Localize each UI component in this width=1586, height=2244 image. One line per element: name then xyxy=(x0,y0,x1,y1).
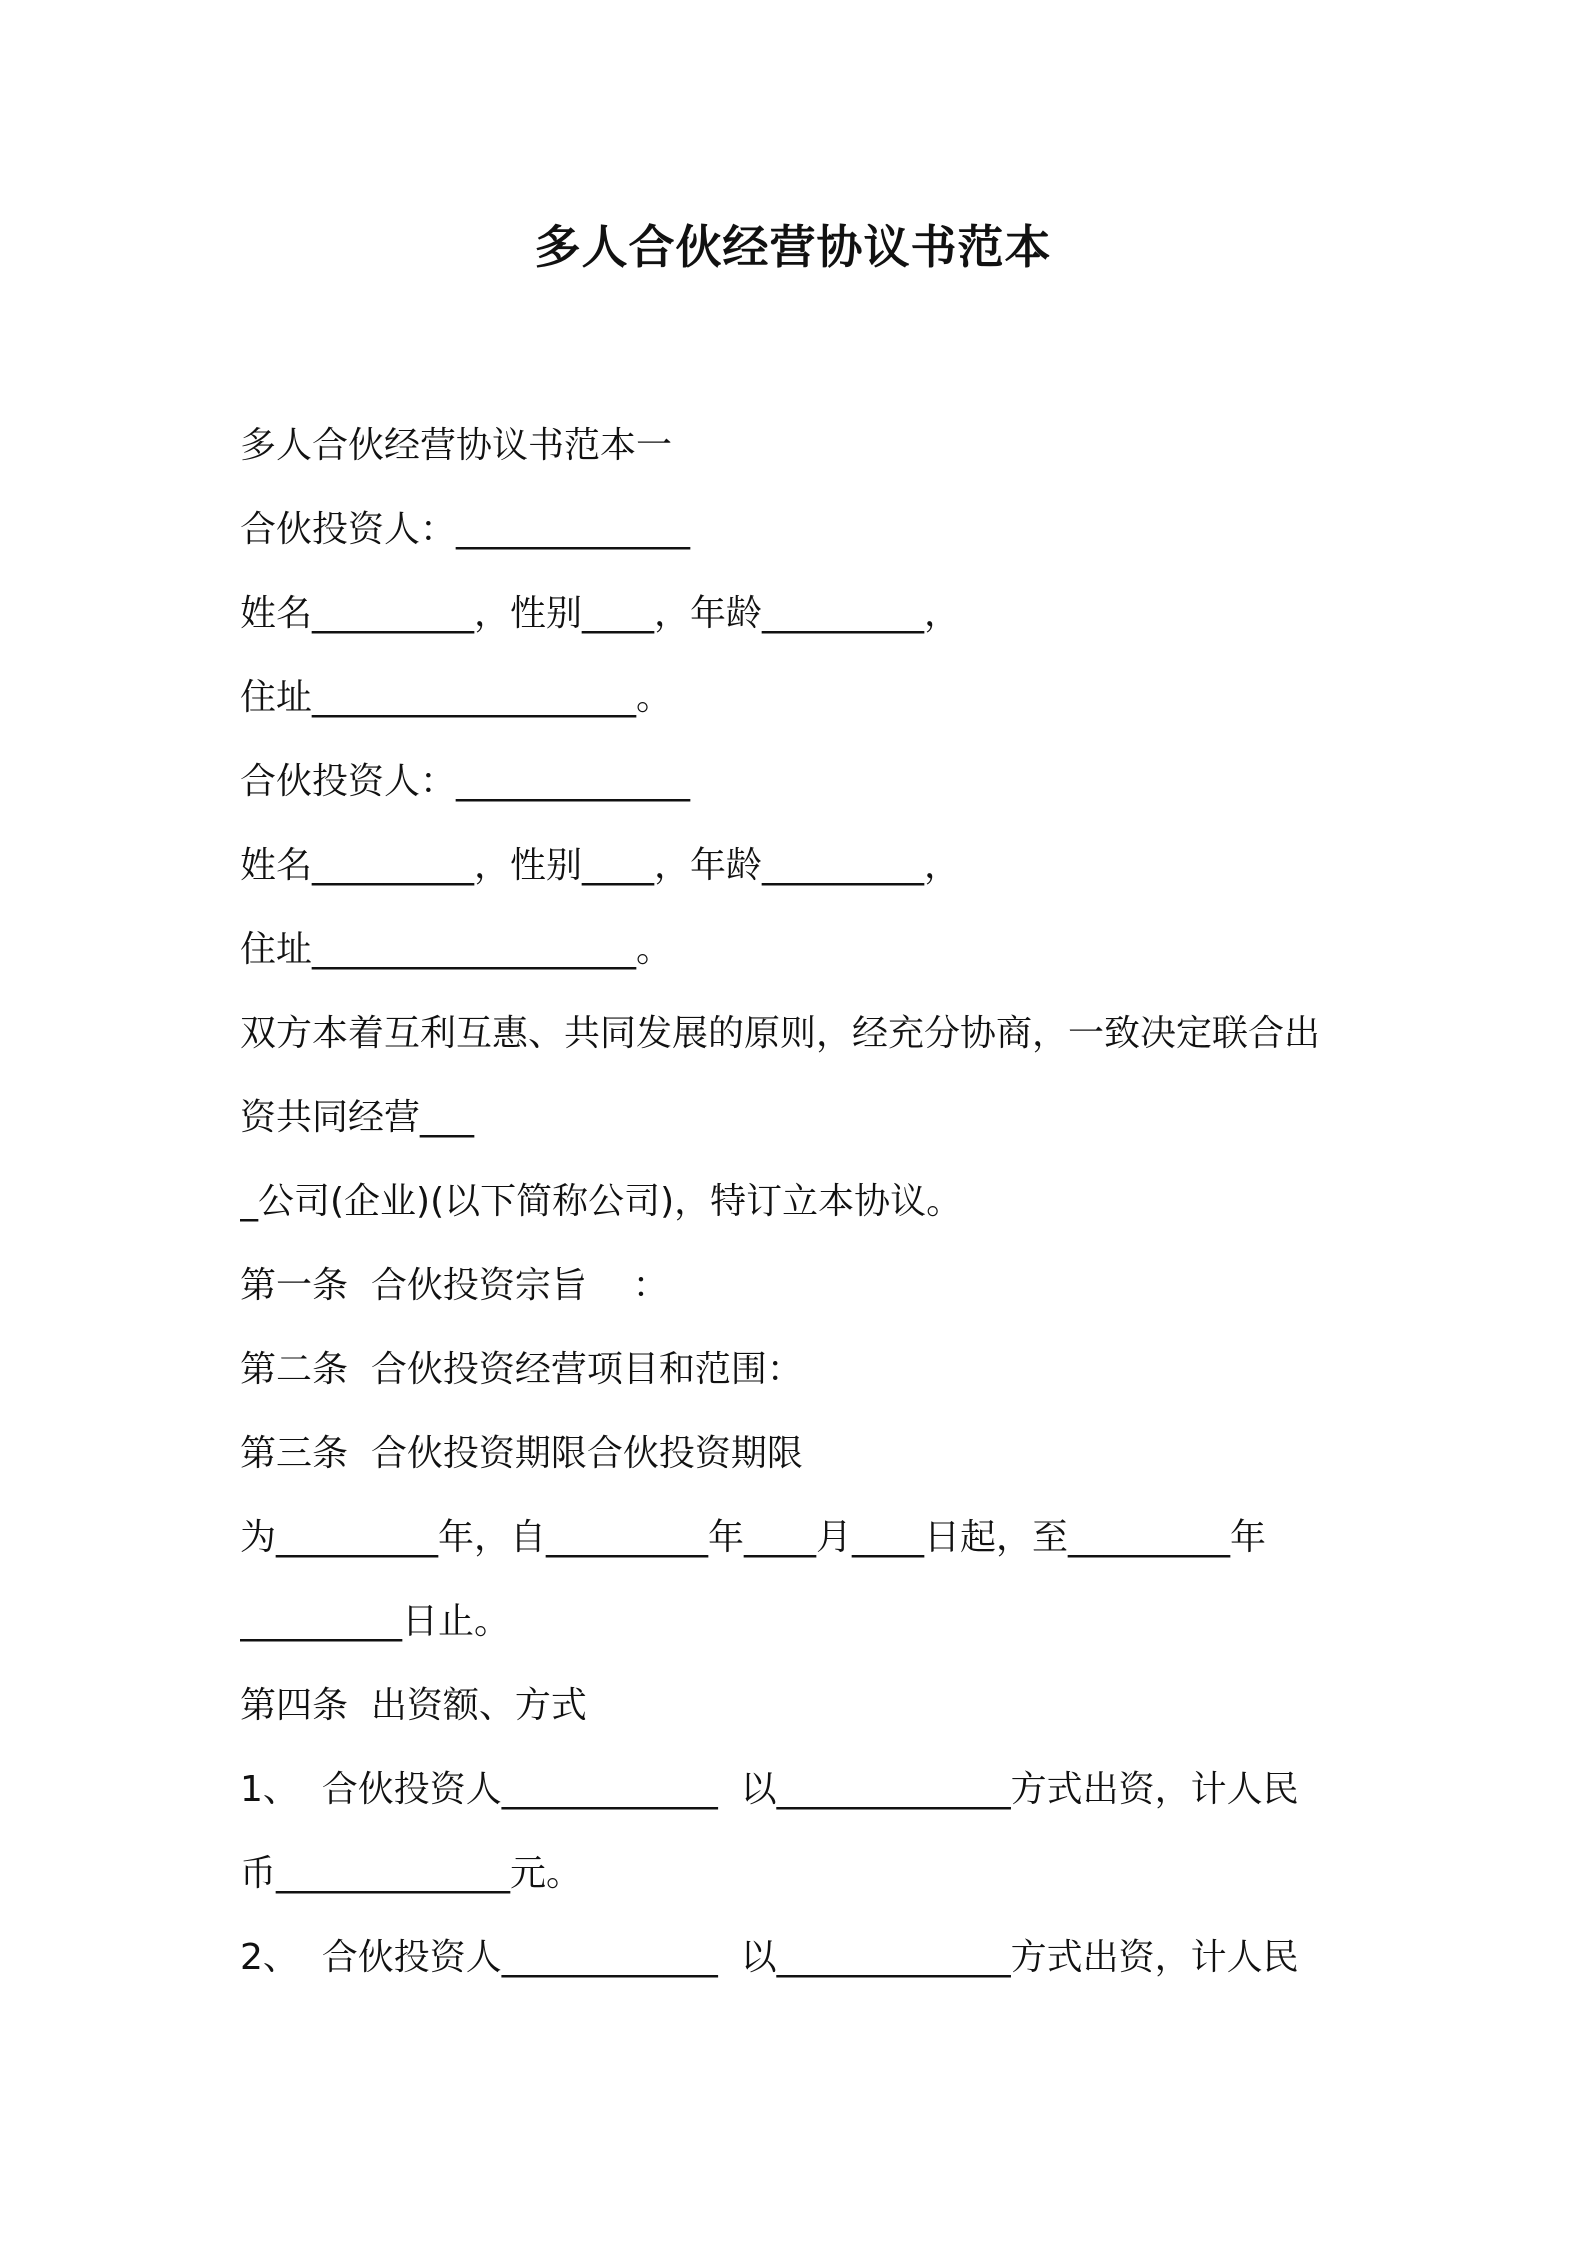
paragraph-line: 姓名_________，性别____，年龄_________， xyxy=(240,593,961,634)
paragraph-line: 第一条 合伙投资宗旨 ： xyxy=(240,1265,669,1306)
paragraph-line: 为_________年，自_________年____月____日起，至_________年 xyxy=(240,1517,1267,1558)
paragraph-line: 双方本着互利互惠、共同发展的原则，经充分协商，一致决定联合出 xyxy=(240,1013,1321,1054)
paragraph-line: 合伙投资人：_____________ xyxy=(240,761,691,802)
paragraph-line: 1、 合伙投资人____________ 以_____________方式出资，计人民 xyxy=(240,1769,1299,1810)
paragraph-line: 多人合伙经营协议书范本一 xyxy=(240,425,673,466)
paragraph-line: 住址__________________。 xyxy=(240,677,673,718)
paragraph-line: _________日止。 xyxy=(240,1601,511,1642)
paragraph-line: 姓名_________，性别____，年龄_________， xyxy=(240,845,961,886)
paragraph-line: 第四条 出资额、方式 xyxy=(240,1685,587,1726)
paragraph-line: 第三条 合伙投资期限合伙投资期限 xyxy=(240,1433,803,1474)
paragraph-line: 第二条 合伙投资经营项目和范围： xyxy=(240,1349,803,1390)
document-body xyxy=(240,404,1360,2000)
paragraph-line: 资共同经营___ xyxy=(240,1097,475,1138)
paragraph-line: 住址__________________。 xyxy=(240,929,673,970)
paragraph-line: _公司(企业)(以下简称公司)，特订立本协议。 xyxy=(240,1181,963,1222)
paragraph-line: 币_____________元。 xyxy=(240,1853,583,1894)
document-title: 多人合伙经营协议书范本 xyxy=(534,220,1052,274)
paragraph-line: 合伙投资人：_____________ xyxy=(240,509,691,550)
paragraph-line: 2、 合伙投资人____________ 以_____________方式出资，计人民 xyxy=(240,1937,1299,1978)
